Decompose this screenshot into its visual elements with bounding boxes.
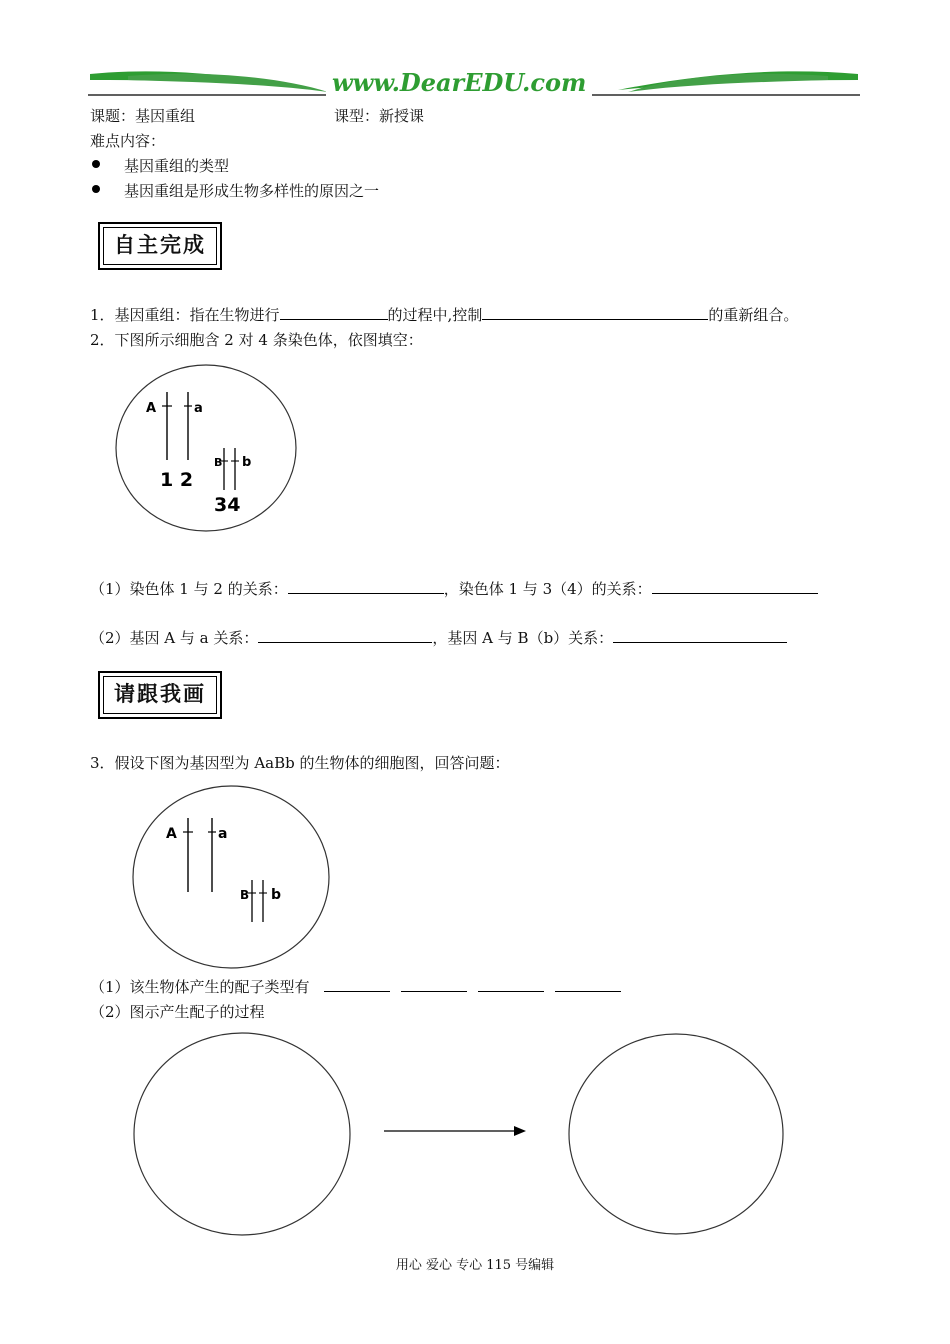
q2-sub1-blank-2[interactable]: [652, 579, 818, 594]
q1-blank-1[interactable]: [280, 305, 388, 320]
topic-line: 课题：基因重组: [90, 107, 196, 125]
section-title-draw-with-me: 请跟我画: [103, 676, 217, 714]
question-2-sub-1: [90, 578, 818, 599]
section-title-self-study: 自主完成: [103, 227, 217, 265]
lesson-type: 课型：新授课: [334, 107, 425, 125]
question-3-stem: 3．假设下图为基因型为 AaBb 的生物体的细胞图，回答问题：: [90, 754, 510, 772]
section-box-draw-with-me: [98, 671, 222, 719]
gene-B-label: B: [240, 888, 250, 902]
q2-sub2-blank-2[interactable]: [613, 628, 787, 643]
gamete-blank-2[interactable]: [401, 977, 467, 992]
arrow-right-icon: [514, 1126, 526, 1136]
q3-sub1-label: （1）该生物体产生的配子类型有: [90, 978, 310, 996]
difficulty-label: 难点内容：: [90, 132, 166, 150]
cell-diagram-1: [114, 362, 300, 532]
question-2-sub-2: [90, 627, 787, 648]
gene-b-label: b: [271, 887, 282, 903]
chromosome-numbers-34: 34: [214, 494, 241, 516]
q2-sub2-blank-1[interactable]: [258, 628, 432, 643]
q2-sub1-blank-1[interactable]: [288, 579, 444, 594]
gamete-blank-3[interactable]: [478, 977, 544, 992]
footer-text: 用心 爱心 专心 115 号编辑: [395, 1258, 555, 1273]
question-3-sub-1: [90, 976, 621, 997]
q1-suffix: 的重新组合。: [708, 306, 799, 324]
q2-sub2-label: （2）基因 A 与 a 关系：: [90, 629, 259, 647]
drawing-cell-right[interactable]: [569, 1034, 783, 1234]
gene-A-label: A: [146, 401, 157, 416]
gene-A-label: A: [166, 826, 177, 842]
q1-middle: 的过程中,控制: [387, 306, 483, 324]
bullet-icon: [92, 185, 100, 193]
section-box-self-study: [98, 222, 222, 270]
gamete-process-diagram: [130, 1030, 790, 1240]
question-2-stem: 2．下图所示细胞含 2 对 4 条染色体，依图填空：: [90, 331, 423, 349]
gene-b-label: b: [242, 455, 252, 470]
header-banner: [88, 66, 860, 102]
difficulty-item-2: 基因重组是形成生物多样性的原因之一: [124, 182, 380, 200]
gamete-blank-4[interactable]: [555, 977, 621, 992]
gene-a-label: a: [218, 826, 228, 842]
site-logo-text: www.DearEDU.com: [326, 68, 592, 97]
cell-diagram-2: [130, 784, 334, 974]
difficulty-item-1: 基因重组的类型: [124, 157, 230, 175]
q2-sub1-label-2: ，染色体 1 与 3（4）的关系：: [443, 580, 652, 598]
question-3-sub-2: （2）图示产生配子的过程: [90, 1003, 265, 1021]
gene-B-label: B: [214, 456, 223, 469]
chromosome-numbers-12: 1 2: [160, 469, 194, 491]
drawing-cell-left[interactable]: [134, 1033, 350, 1235]
gamete-blank-1[interactable]: [324, 977, 390, 992]
cell-membrane: [133, 786, 329, 968]
q1-prefix: 1．基因重组：指在生物进行: [90, 306, 280, 324]
bullet-icon: [92, 160, 100, 168]
gene-a-label: a: [194, 401, 203, 416]
question-1: [90, 304, 798, 325]
cell-membrane: [116, 365, 296, 531]
q2-sub1-label: （1）染色体 1 与 2 的关系：: [90, 580, 288, 598]
q2-sub2-label-2: ，基因 A 与 B（b）关系：: [432, 629, 614, 647]
q1-blank-2[interactable]: [482, 305, 708, 320]
